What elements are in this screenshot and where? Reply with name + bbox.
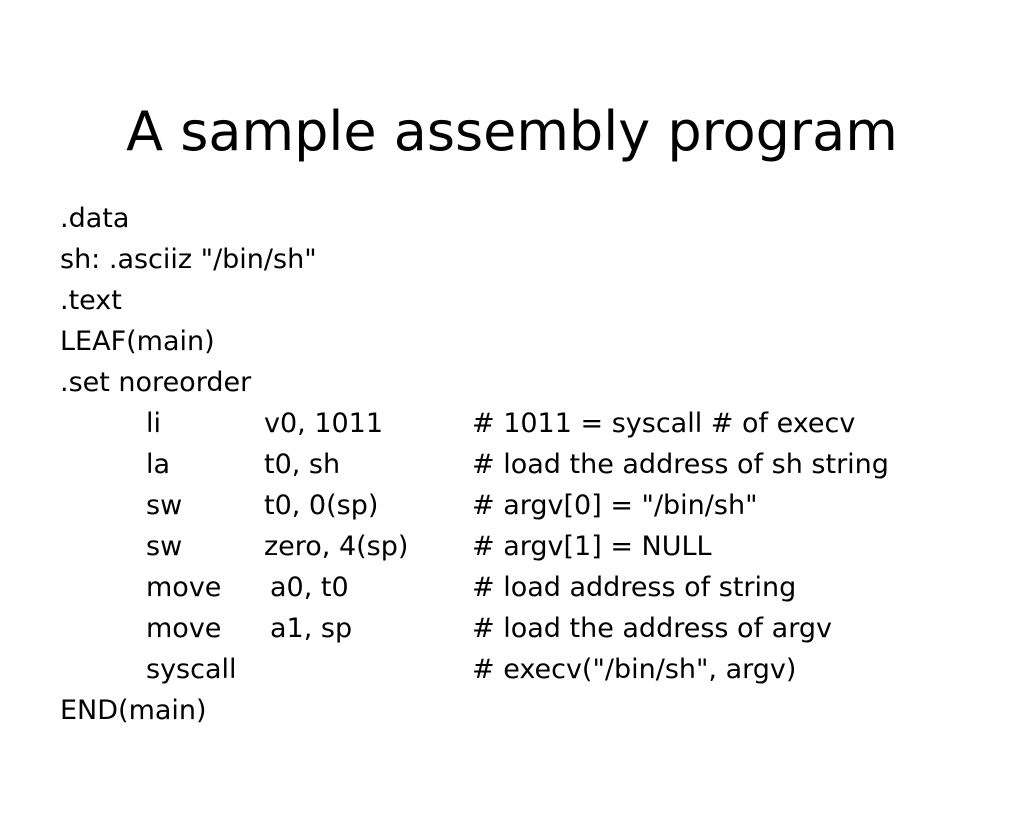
instruction-line <box>60 608 1000 649</box>
instruction-operands: t0, 0(sp) <box>264 490 379 521</box>
instruction-comment: # argv[0] = "/bin/sh" <box>472 490 758 521</box>
code-line-sh-declaration <box>60 239 1000 280</box>
instruction-operands: t0, sh <box>264 449 341 480</box>
instruction-opcode: syscall <box>146 654 237 685</box>
instruction-operands: zero, 4(sp) <box>264 531 409 562</box>
instruction-line <box>60 485 1000 526</box>
instruction-line <box>60 649 1000 690</box>
code-line-text-directive <box>60 280 1000 321</box>
instruction-comment: # 1011 = syscall # of execv <box>472 408 856 439</box>
code-line-set-noreorder <box>60 362 1000 403</box>
instruction-opcode: sw <box>146 531 183 562</box>
code-text: sh: .asciiz "/bin/sh" <box>60 244 317 275</box>
instruction-comment: # argv[1] = NULL <box>472 531 712 562</box>
instruction-comment: # execv("/bin/sh", argv) <box>472 654 797 685</box>
instruction-operands: v0, 1011 <box>264 408 384 439</box>
code-line-leaf <box>60 321 1000 362</box>
code-line-end <box>60 690 1000 731</box>
assembly-code-block <box>60 198 1000 731</box>
code-text: END(main) <box>60 695 207 726</box>
instruction-opcode: li <box>146 408 162 439</box>
code-text: .data <box>60 203 130 234</box>
code-line-data-directive <box>60 198 1000 239</box>
instruction-comment: # load the address of sh string <box>472 449 889 480</box>
slide-title: A sample assembly program <box>126 100 898 163</box>
instruction-opcode: sw <box>146 490 183 521</box>
code-text: .text <box>60 285 122 316</box>
code-text: .set noreorder <box>60 367 252 398</box>
instruction-line <box>60 526 1000 567</box>
code-text: LEAF(main) <box>60 326 215 357</box>
instruction-comment: # load address of string <box>472 572 797 603</box>
instruction-comment: # load the address of argv <box>472 613 832 644</box>
instruction-operands: a1, sp <box>270 613 353 644</box>
instruction-line <box>60 444 1000 485</box>
instruction-line <box>60 567 1000 608</box>
instruction-opcode: move <box>146 613 222 644</box>
instruction-opcode: la <box>146 449 171 480</box>
instruction-opcode: move <box>146 572 222 603</box>
instruction-line <box>60 403 1000 444</box>
instruction-operands: a0, t0 <box>270 572 349 603</box>
